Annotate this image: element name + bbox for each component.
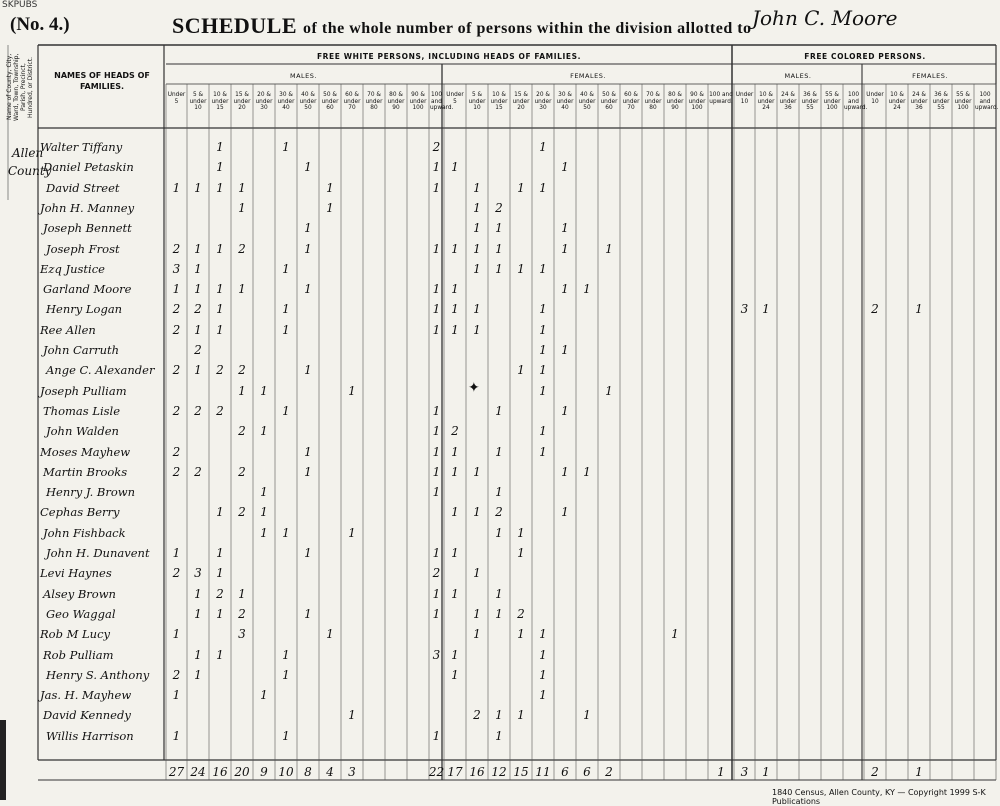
tally-mark: 1 — [561, 343, 569, 357]
tally-mark: 1 — [605, 241, 613, 256]
tally-mark: 1 — [238, 180, 246, 195]
tally-mark: 1 — [671, 627, 679, 642]
county-name: Allen — [12, 146, 44, 160]
tally-mark: 1 — [539, 302, 547, 317]
head-of-family-name: Cephas Berry — [40, 505, 120, 520]
schedule-title — [172, 13, 752, 39]
tally-mark: 1 — [517, 261, 525, 276]
head-of-family-name: Daniel Petaskin — [43, 160, 134, 175]
tally-mark: 1 — [432, 322, 441, 337]
head-of-family-name: Rob M Lucy — [40, 627, 111, 642]
tally-mark: 1 — [282, 403, 290, 418]
tally-mark: 1 — [561, 282, 569, 297]
tally-mark: 2 — [194, 403, 202, 418]
head-of-family-name: John H. Manney — [40, 200, 135, 215]
tally-mark: 1 — [348, 708, 356, 723]
tally-mark: 1 — [304, 282, 312, 297]
tally-mark: 1 — [304, 363, 312, 378]
head-of-family-name: Alsey Brown — [43, 586, 116, 601]
tally-mark: 2 — [495, 505, 503, 520]
county-column-label: Name of County, City, Ward, Town, Township, Parish, Precinct, Hundred, or District. — [6, 53, 34, 121]
tally-mark: 1 — [539, 444, 547, 459]
head-of-family-name: Willis Harrison — [46, 728, 134, 743]
free-colored-header: FREE COLORED PERSONS. — [804, 52, 926, 61]
tally-mark: 2 — [172, 667, 181, 682]
tally-mark: 1 — [172, 546, 181, 560]
tally-mark: 1 — [451, 241, 459, 256]
age-column-header: 100 and upward. — [430, 92, 454, 111]
tally-mark: 1 — [473, 241, 481, 256]
tally-mark: 2 — [194, 302, 202, 317]
age-column-header: 20 & under 30 — [255, 92, 273, 111]
tally-mark: 1 — [539, 688, 547, 703]
tally-mark: 1 — [451, 647, 459, 662]
tally-mark: 2 — [172, 241, 181, 256]
ink-blot: ✦ — [468, 381, 480, 396]
tally-mark: 1 — [432, 586, 441, 601]
tally-mark: 1 — [495, 444, 503, 459]
tally-mark: 1 — [495, 728, 503, 743]
tally-mark: 1 — [539, 647, 547, 662]
tally-mark: 1 — [216, 140, 224, 154]
age-column-header: 10 & under 15 — [211, 92, 229, 111]
column-total: 3 — [348, 765, 356, 779]
tally-mark: 1 — [238, 282, 246, 297]
tally-mark: 1 — [561, 241, 569, 256]
age-column-header: 15 & under 20 — [512, 92, 530, 111]
age-column-header: 5 & under 10 — [189, 92, 207, 111]
tally-mark: 1 — [583, 282, 591, 297]
tally-mark: 1 — [915, 302, 923, 317]
tally-mark: 1 — [432, 424, 441, 439]
column-total: 20 — [234, 765, 250, 779]
column-total: 1 — [915, 765, 923, 779]
head-of-family-name: David Kennedy — [43, 708, 131, 723]
head-of-family-name: David Street — [46, 180, 120, 195]
column-total: 22 — [428, 765, 445, 779]
tally-mark: 2 — [473, 708, 481, 723]
tally-mark: 3 — [172, 261, 181, 276]
age-column-header: 15 & under 20 — [233, 92, 251, 111]
column-total: 12 — [491, 765, 507, 779]
column-total: 4 — [326, 765, 334, 779]
tally-mark: 2 — [238, 505, 246, 520]
age-column-header: Under 10 — [735, 92, 754, 105]
tally-mark: 1 — [451, 505, 459, 520]
tally-mark: 3 — [740, 302, 749, 317]
head-of-family-name: Ree Allen — [40, 322, 96, 337]
column-total: 1 — [717, 765, 725, 779]
age-column-header: 70 & under 80 — [644, 92, 662, 111]
tally-mark: 1 — [473, 606, 481, 621]
tally-mark: 1 — [605, 383, 613, 398]
age-column-header: 10 & under 24 — [888, 92, 906, 111]
tally-mark: 1 — [473, 221, 481, 236]
tally-mark: 1 — [282, 667, 290, 682]
age-column-header: 10 & under 15 — [490, 92, 508, 111]
tally-mark: 1 — [539, 322, 547, 337]
tally-mark: 1 — [539, 180, 547, 195]
tally-mark: 1 — [495, 525, 503, 540]
tally-mark: 2 — [172, 566, 181, 581]
age-column-header: 5 & under 10 — [468, 92, 486, 111]
head-of-family-name: John H. Dunavent — [46, 546, 150, 560]
tally-mark: 2 — [432, 140, 441, 154]
tally-mark: 1 — [194, 647, 202, 662]
tally-mark: 1 — [172, 282, 181, 297]
age-column-header: 90 & under 100 — [409, 92, 427, 111]
head-of-family-name: Levi Haynes — [40, 566, 112, 581]
tally-mark: 1 — [539, 261, 547, 276]
tally-mark: 2 — [871, 302, 879, 317]
tally-mark: 1 — [539, 383, 547, 398]
head-of-family-name: John Fishback — [43, 525, 126, 540]
tally-mark: 1 — [539, 424, 547, 439]
age-column-header: Under 10 — [866, 92, 884, 105]
tally-mark: 1 — [216, 322, 224, 337]
age-column-header: 36 & under 55 — [801, 92, 819, 111]
tally-mark: 1 — [432, 485, 441, 500]
age-column-header: 30 & under 40 — [277, 92, 295, 111]
tally-mark: 2 — [432, 566, 441, 581]
tally-mark: 1 — [304, 221, 312, 236]
age-column-header: 80 & under 90 — [666, 92, 684, 111]
tally-mark: 1 — [451, 586, 459, 601]
tally-mark: 1 — [282, 322, 290, 337]
tally-mark: 2 — [172, 302, 181, 317]
tally-mark: 1 — [495, 586, 503, 601]
age-column-header: 70 & under 80 — [365, 92, 383, 111]
tally-mark: 2 — [194, 464, 202, 479]
enumerator-signature: John C. Moore — [752, 6, 898, 30]
tally-mark: 1 — [326, 180, 334, 195]
column-total: 17 — [447, 765, 463, 779]
column-total: 11 — [535, 765, 551, 779]
head-of-family-name: Geo Waggal — [46, 606, 116, 621]
tally-mark: 1 — [432, 403, 441, 418]
tally-mark: 1 — [216, 282, 224, 297]
head-of-family-name: Martin Brooks — [43, 464, 128, 479]
tally-mark: 1 — [473, 322, 481, 337]
head-of-family-name: Henry J. Brown — [46, 485, 136, 500]
head-of-family-name: Henry Logan — [46, 302, 123, 317]
column-total: 8 — [304, 765, 312, 779]
tally-mark: 1 — [282, 647, 290, 662]
tally-mark: 1 — [172, 627, 181, 642]
tally-mark: 1 — [539, 667, 547, 682]
tally-mark: 1 — [432, 464, 441, 479]
tally-mark: 1 — [326, 200, 334, 215]
tally-mark: 1 — [260, 505, 268, 520]
schedule-number: (No. 4.) — [10, 14, 70, 35]
column-total: 9 — [260, 765, 268, 779]
age-column-header: 40 & under 50 — [299, 92, 317, 111]
tally-mark: 1 — [495, 241, 503, 256]
tally-mark: 1 — [451, 546, 459, 560]
tally-mark: 1 — [473, 302, 481, 317]
tally-mark: 1 — [282, 302, 290, 317]
tally-mark: 2 — [238, 464, 246, 479]
tally-mark: 1 — [432, 444, 441, 459]
tally-mark: 1 — [432, 606, 441, 621]
tally-mark: 2 — [238, 424, 246, 439]
tally-mark: 1 — [216, 241, 224, 256]
tally-mark: 2 — [216, 363, 224, 378]
tally-mark: 1 — [172, 180, 181, 195]
tally-mark: 1 — [583, 464, 591, 479]
corner-tag: SKPUBS — [2, 0, 38, 10]
head-of-family-name: Garland Moore — [43, 282, 132, 297]
age-column-header: 30 & under 40 — [556, 92, 574, 111]
head-of-family-name: John Walden — [46, 424, 119, 439]
tally-mark: 1 — [194, 667, 202, 682]
age-column-header: 10 & under 24 — [757, 92, 775, 111]
tally-mark: 2 — [238, 363, 246, 378]
tally-mark: 3 — [194, 566, 202, 581]
tally-mark: 2 — [238, 241, 246, 256]
tally-mark: 1 — [194, 363, 202, 378]
tally-mark: 1 — [495, 606, 503, 621]
tally-mark: 1 — [762, 302, 770, 317]
tally-mark: 1 — [282, 728, 290, 743]
colored-males-header: MALES. — [784, 72, 812, 80]
names-column-header: NAMES OF HEADS OF FAMILIES. — [54, 71, 150, 91]
head-of-family-name: Henry S. Anthony — [46, 667, 150, 682]
head-of-family-name: Joseph Frost — [46, 241, 120, 256]
tally-mark: 1 — [539, 363, 547, 378]
tally-mark: 1 — [216, 606, 224, 621]
tally-mark: 1 — [473, 464, 481, 479]
tally-mark: 2 — [172, 363, 181, 378]
age-column-header: 50 & under 60 — [321, 92, 339, 111]
tally-mark: 1 — [194, 261, 202, 276]
tally-mark: 1 — [260, 525, 268, 540]
tally-mark: 1 — [282, 261, 290, 276]
tally-mark: 2 — [216, 586, 224, 601]
tally-mark: 1 — [539, 140, 547, 154]
tally-mark: 1 — [304, 241, 312, 256]
tally-mark: 1 — [561, 403, 569, 418]
age-column-header: 36 & under 55 — [932, 92, 950, 111]
column-total: 6 — [561, 765, 569, 779]
age-column-header: 100 and upward. — [975, 92, 999, 111]
tally-mark: 2 — [216, 403, 224, 418]
tally-mark: 1 — [194, 586, 202, 601]
tally-mark: 1 — [517, 525, 525, 540]
age-column-header: 55 & under 100 — [954, 92, 972, 111]
head-of-family-name: Moses Mayhew — [40, 444, 131, 459]
tally-mark: 1 — [517, 708, 525, 723]
tally-mark: 1 — [432, 160, 441, 175]
tally-mark: 1 — [451, 282, 459, 297]
tally-mark: 1 — [194, 241, 202, 256]
tally-mark: 1 — [194, 180, 202, 195]
tally-mark: 1 — [238, 586, 246, 601]
copyright-footer: 1840 Census, Allen County, KY — Copyright 1999 S-K Publications — [772, 788, 986, 806]
tally-mark: 1 — [495, 485, 503, 500]
tally-mark: 1 — [216, 302, 224, 317]
tally-mark: 2 — [495, 200, 503, 215]
free-white-header: FREE WHITE PERSONS, INCLUDING HEADS OF FAMILIES. — [316, 52, 582, 61]
tally-mark: 1 — [561, 160, 569, 175]
tally-mark: 1 — [473, 627, 481, 642]
head-of-family-name: Joseph Bennett — [43, 221, 132, 236]
tally-mark: 1 — [238, 383, 246, 398]
tally-mark: 1 — [432, 180, 441, 195]
head-of-family-name: Joseph Pulliam — [40, 383, 127, 398]
column-total: 3 — [740, 765, 749, 779]
age-column-header: 55 & under 100 — [823, 92, 841, 111]
tally-mark: 1 — [561, 464, 569, 479]
tally-mark: 1 — [304, 546, 312, 560]
tally-mark: 1 — [348, 525, 356, 540]
tally-mark: 1 — [517, 180, 525, 195]
tally-mark: 1 — [495, 403, 503, 418]
tally-mark: 1 — [473, 566, 481, 581]
tally-mark: 2 — [194, 343, 202, 357]
tally-mark: 1 — [238, 200, 246, 215]
age-column-header: 90 & under 100 — [688, 92, 706, 111]
column-total: 27 — [168, 765, 185, 779]
column-total: 24 — [190, 765, 206, 779]
tally-mark: 2 — [172, 444, 181, 459]
age-column-header: 24 & under 36 — [910, 92, 928, 111]
tally-mark: 1 — [194, 322, 202, 337]
tally-mark: 1 — [216, 180, 224, 195]
tally-mark: 2 — [238, 606, 246, 621]
tally-mark: 1 — [451, 322, 459, 337]
county-word: County — [8, 164, 52, 178]
colored-females-header: FEMALES. — [912, 72, 948, 80]
schedule-title-main: SCHEDULE — [172, 13, 298, 38]
tally-mark: 1 — [432, 728, 441, 743]
head-of-family-name: Ezq Justice — [40, 261, 105, 276]
tally-mark: 2 — [172, 403, 181, 418]
tally-mark: 1 — [451, 302, 459, 317]
age-column-header: 40 & under 50 — [578, 92, 596, 111]
age-column-header: 24 & under 36 — [779, 92, 797, 111]
tally-mark: 1 — [282, 525, 290, 540]
tally-mark: 3 — [238, 627, 246, 642]
page-edge-shadow — [0, 720, 6, 800]
column-total: 15 — [513, 765, 529, 779]
tally-mark: 1 — [495, 221, 503, 236]
age-column-header: 60 & under 70 — [622, 92, 640, 111]
tally-mark: 1 — [561, 221, 569, 236]
column-total: 1 — [762, 765, 770, 779]
tally-mark: 1 — [432, 282, 441, 297]
age-column-header: Under 5 — [167, 92, 186, 105]
tally-mark: 2 — [172, 322, 181, 337]
tally-mark: 1 — [517, 363, 525, 378]
tally-mark: 1 — [451, 444, 459, 459]
column-total: 2 — [871, 765, 879, 779]
head-of-family-name: John Carruth — [43, 343, 120, 357]
tally-mark: 1 — [326, 627, 334, 642]
age-column-header: 20 & under 30 — [534, 92, 552, 111]
tally-mark: 1 — [451, 667, 459, 682]
age-column-header: Under 5 — [446, 92, 464, 105]
tally-mark: 2 — [172, 464, 181, 479]
tally-mark: 1 — [304, 160, 312, 175]
tally-mark: 1 — [216, 160, 224, 175]
head-of-family-name: Walter Tiffany — [40, 140, 123, 154]
tally-mark: 1 — [260, 485, 268, 500]
schedule-title-rest: of the whole number of persons within the division allotted to — [303, 20, 752, 37]
tally-mark: 1 — [348, 383, 356, 398]
age-column-header: 50 & under 60 — [600, 92, 618, 111]
column-total: 16 — [469, 765, 485, 779]
tally-mark: 1 — [561, 505, 569, 520]
tally-mark: 1 — [216, 647, 224, 662]
tally-mark: 1 — [432, 302, 441, 317]
tally-mark: 1 — [517, 627, 525, 642]
tally-mark: 1 — [172, 688, 181, 703]
tally-mark: 1 — [304, 464, 312, 479]
tally-mark: 3 — [432, 647, 441, 662]
age-column-header: 80 & under 90 — [387, 92, 405, 111]
tally-mark: 1 — [451, 464, 459, 479]
column-total: 10 — [278, 765, 294, 779]
tally-mark: 1 — [432, 546, 441, 560]
age-column-header: 60 & under 70 — [343, 92, 361, 111]
tally-mark: 1 — [194, 606, 202, 621]
tally-mark: 1 — [473, 505, 481, 520]
head-of-family-name: Rob Pulliam — [43, 647, 114, 662]
age-column-header: 100 and upward. — [844, 92, 868, 111]
tally-mark: 1 — [473, 261, 481, 276]
white-males-header: MALES. — [290, 72, 317, 80]
tally-mark: 1 — [583, 708, 591, 723]
head-of-family-name: Jas. H. Mayhew — [40, 688, 132, 703]
white-females-header: FEMALES. — [570, 72, 606, 80]
tally-mark: 1 — [172, 728, 181, 743]
tally-mark: 2 — [451, 424, 459, 439]
tally-mark: 1 — [539, 343, 547, 357]
tally-mark: 1 — [539, 627, 547, 642]
tally-mark: 1 — [473, 180, 481, 195]
tally-mark: 1 — [260, 424, 268, 439]
tally-mark: 2 — [517, 606, 525, 621]
tally-mark: 1 — [495, 708, 503, 723]
tally-mark: 1 — [216, 566, 224, 581]
head-of-family-name: Thomas Lisle — [43, 403, 121, 418]
column-total: 16 — [212, 765, 228, 779]
tally-mark: 1 — [216, 505, 224, 520]
tally-mark: 1 — [304, 444, 312, 459]
tally-mark: 1 — [282, 140, 290, 154]
age-column-header: 100 and upward. — [709, 92, 733, 105]
tally-mark: 1 — [495, 261, 503, 276]
tally-mark: 1 — [432, 241, 441, 256]
tally-mark: 1 — [194, 282, 202, 297]
tally-mark: 1 — [517, 546, 525, 560]
head-of-family-name: Ange C. Alexander — [46, 363, 155, 378]
tally-mark: 1 — [473, 200, 481, 215]
tally-mark: 1 — [260, 383, 268, 398]
tally-mark: 1 — [216, 546, 224, 560]
tally-mark: 1 — [304, 606, 312, 621]
column-total: 6 — [583, 765, 591, 779]
column-total: 2 — [605, 765, 613, 779]
tally-mark: 1 — [451, 160, 459, 175]
tally-mark: 1 — [260, 688, 268, 703]
